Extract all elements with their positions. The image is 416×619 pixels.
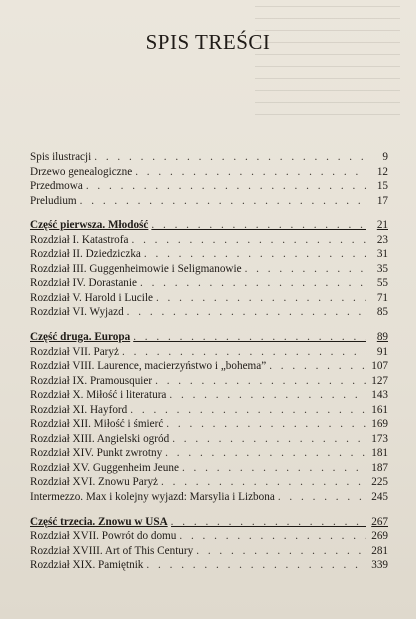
toc-entry xyxy=(30,165,388,180)
dot-leader xyxy=(86,179,366,194)
toc-entry xyxy=(30,558,388,573)
entry-label: Rozdział IV. Dorastanie xyxy=(30,277,137,290)
dot-leader xyxy=(80,194,366,209)
entry-label: Spis ilustracji xyxy=(30,151,92,163)
entry-label: Rozdział XIV. Punkt zwrotny xyxy=(30,447,163,460)
entry-label: Rozdział XV. Guggenheim Jeune xyxy=(30,461,179,474)
dot-leader xyxy=(133,330,366,345)
page-number: 15 xyxy=(376,180,388,193)
toc-entry xyxy=(30,374,388,389)
dot-leader xyxy=(172,432,366,447)
page-number: 225 xyxy=(371,476,388,489)
entry-label: Rozdział VI. Wyjazd xyxy=(30,306,124,319)
page-number: 339 xyxy=(371,559,388,572)
dot-leader xyxy=(179,529,366,544)
part-title: Część trzecia. Znowu w USA xyxy=(30,515,168,528)
toc-entry xyxy=(30,179,388,194)
entry-label: Przedmowa xyxy=(30,180,83,193)
toc-entry xyxy=(30,262,388,277)
toc-entry xyxy=(30,194,388,209)
toc-entry xyxy=(30,345,388,360)
dot-leader xyxy=(196,544,366,559)
page-number: 71 xyxy=(376,291,388,304)
part-title: Część druga. Europa xyxy=(30,331,131,344)
page-number: 91 xyxy=(376,345,388,358)
dot-leader xyxy=(122,345,366,360)
entry-label: Rozdział XVI. Znowu Paryż xyxy=(30,476,159,489)
page-number: 169 xyxy=(371,418,388,431)
page-number: 281 xyxy=(371,544,388,557)
page-number: 107 xyxy=(371,360,388,373)
toc-entry xyxy=(30,305,388,320)
page-number: 12 xyxy=(376,165,388,178)
dot-leader xyxy=(127,305,366,320)
page-number: 245 xyxy=(371,491,388,504)
page-number: 31 xyxy=(376,248,388,261)
page-number: 181 xyxy=(371,447,388,460)
toc-entry xyxy=(30,475,388,490)
page-number: 173 xyxy=(371,432,388,445)
dot-leader xyxy=(166,417,366,432)
entry-label: Rozdział XII. Miłość i śmierć xyxy=(30,418,164,431)
toc-entry xyxy=(30,403,388,418)
page-number: 35 xyxy=(376,262,388,275)
toc-entry xyxy=(30,276,388,291)
entry-label: Rozdział I. Katastrofa xyxy=(30,233,129,246)
entry-label: Rozdział XIII. Angielski ogród xyxy=(30,432,170,445)
dot-leader xyxy=(144,247,366,262)
table-of-contents xyxy=(30,150,388,573)
part-heading xyxy=(30,218,388,233)
part-heading xyxy=(30,515,388,530)
page-number: 143 xyxy=(371,389,388,402)
dot-leader xyxy=(245,262,366,277)
entry-label: Rozdział XIX. Pamiętnik xyxy=(30,559,144,572)
entry-label: Rozdział IX. Pramousquier xyxy=(30,374,153,387)
dot-leader xyxy=(278,490,366,505)
toc-entry xyxy=(30,544,388,559)
dot-leader xyxy=(130,403,366,418)
toc-entry xyxy=(30,490,388,505)
toc-entry xyxy=(30,388,388,403)
dot-leader xyxy=(182,461,366,476)
entry-label: Rozdział III. Guggenheimowie i Seligmanowie xyxy=(30,262,242,275)
part-title: Część pierwsza. Młodość xyxy=(30,219,149,232)
toc-entry xyxy=(30,417,388,432)
toc-entry xyxy=(30,359,388,374)
dot-leader xyxy=(156,291,366,306)
dot-leader xyxy=(269,359,366,374)
page-number: 269 xyxy=(371,530,388,543)
toc-entry xyxy=(30,291,388,306)
toc-entry xyxy=(30,529,388,544)
page-number: 21 xyxy=(376,219,388,232)
dot-leader xyxy=(169,388,366,403)
dot-leader xyxy=(155,374,366,389)
toc-entry xyxy=(30,432,388,447)
entry-label: Preludium xyxy=(30,194,77,207)
dot-leader xyxy=(135,165,366,180)
page-number: 55 xyxy=(376,277,388,290)
page-number: 89 xyxy=(376,331,388,344)
dot-leader xyxy=(94,150,366,165)
dot-leader xyxy=(171,515,366,530)
page-number: 267 xyxy=(371,515,388,528)
dot-leader xyxy=(151,218,366,233)
bleed-through-text xyxy=(255,6,400,126)
page-number: 127 xyxy=(371,374,388,387)
toc-entry xyxy=(30,247,388,262)
dot-leader xyxy=(131,233,366,248)
entry-label: Rozdział XVII. Powrót do domu xyxy=(30,530,177,543)
entry-label: Rozdział V. Harold i Lucile xyxy=(30,291,153,304)
entry-label: Rozdział VII. Paryż xyxy=(30,345,119,358)
dot-leader xyxy=(161,475,366,490)
entry-label: Rozdział II. Dziedziczka xyxy=(30,248,141,261)
page-number: 161 xyxy=(371,403,388,416)
toc-entry xyxy=(30,446,388,461)
entry-label: Rozdział XVIII. Art of This Century xyxy=(30,544,194,557)
toc-entry xyxy=(30,150,388,165)
page-number: 85 xyxy=(376,306,388,319)
part-heading xyxy=(30,330,388,345)
page-number: 23 xyxy=(376,233,388,246)
page-title: SPIS TREŚCI xyxy=(145,30,271,54)
toc-entry xyxy=(30,461,388,476)
dot-leader xyxy=(146,558,366,573)
entry-label: Intermezzo. Max i kolejny wyjazd: Marsylia i Lizbona xyxy=(30,491,275,504)
entry-label: Rozdział VIII. Laurence, macierzyństwo i „bohema” xyxy=(30,360,267,373)
page-number: 9 xyxy=(382,151,388,163)
entry-label: Drzewo genealogiczne xyxy=(30,165,133,178)
page-number: 17 xyxy=(376,194,388,207)
dot-leader xyxy=(140,276,366,291)
entry-label: Rozdział XI. Hayford xyxy=(30,403,128,416)
dot-leader xyxy=(165,446,366,461)
toc-entry xyxy=(30,233,388,248)
page-number: 187 xyxy=(371,461,388,474)
entry-label: Rozdział X. Miłość i literatura xyxy=(30,389,167,402)
